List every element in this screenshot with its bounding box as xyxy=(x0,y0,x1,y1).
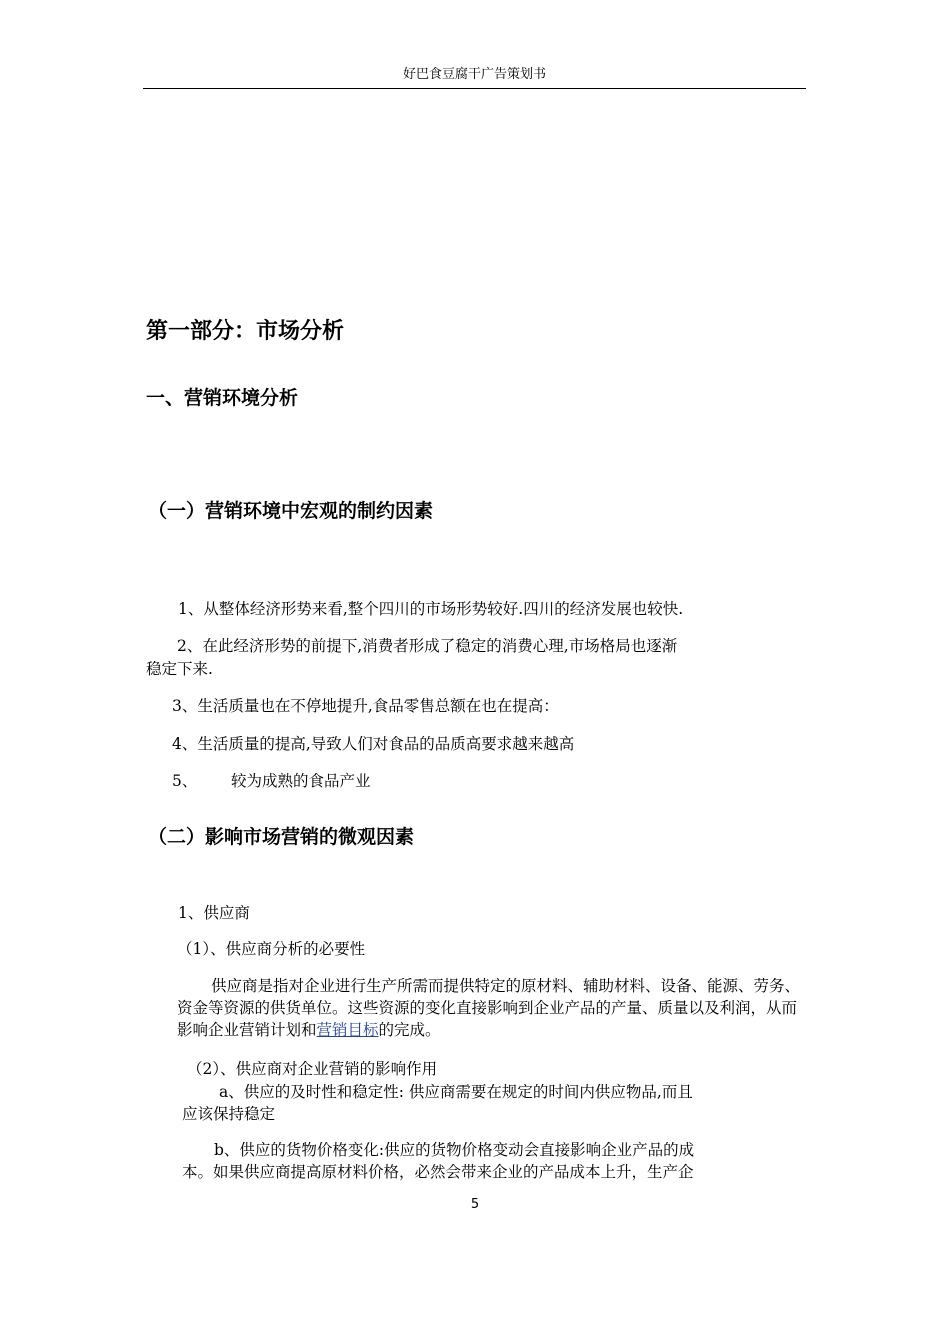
section-title: 一、营销环境分析 xyxy=(146,387,299,409)
impact-b-line2: 本。如果供应商提高原材料价格，必然会带来企业的产品成本上升，生产企 xyxy=(182,1163,694,1181)
header-divider xyxy=(143,88,806,89)
impact-b-line1: b、供应的货物价格变化:供应的货物价格变动会直接影响企业产品的成 xyxy=(214,1141,695,1159)
macro-heading: （一）营销环境中宏观的制约因素 xyxy=(148,500,434,522)
page-number: 5 xyxy=(470,1197,480,1212)
part-title: 第一部分：市场分析 xyxy=(146,319,345,344)
running-header-title: 好巴食豆腐干广告策划书 xyxy=(402,67,546,82)
necessity-text-end: 的完成。 xyxy=(378,1021,441,1039)
macro-item-1: 1、从整体经济形势来看,整个四川的市场形势较好.四川的经济发展也较快. xyxy=(178,600,684,618)
impact-title: （2）、供应商对企业营销的影响作用 xyxy=(187,1060,438,1078)
macro-item-5-text: 较为成熟的食品产业 xyxy=(231,772,371,790)
macro-item-2: 2、在此经济形势的前提下,消费者形成了稳定的消费心理,市场格局也逐渐 xyxy=(177,637,678,655)
macro-item-4: 4、生活质量的提高,导致人们对食品的品质高要求越来越高 xyxy=(172,735,575,753)
necessity-paragraph xyxy=(177,975,809,1041)
supplier-title: 1、供应商 xyxy=(178,904,250,922)
macro-item-2-continued: 稳定下来. xyxy=(146,660,213,678)
macro-item-5-number: 5、 xyxy=(172,772,198,790)
macro-item-3: 3、生活质量也在不停地提升,食品零售总额在也在提高： xyxy=(172,697,559,715)
micro-heading: （二）影响市场营销的微观因素 xyxy=(148,826,415,848)
marketing-goal-link[interactable]: 营销目标 xyxy=(316,1021,379,1039)
impact-a-line2: 应该保持稳定 xyxy=(182,1105,276,1123)
impact-a-line1: a、供应的及时性和稳定性: 供应商需要在规定的时间内供应物品,而且 xyxy=(219,1083,693,1101)
necessity-text: 供应商是指对企业进行生产所需而提供特定的原材料、辅助材料、设备、能源、劳务、资金等资源的供货单位。这些资源的变化直接影响到企业产品的产量、质量以及利润，从而影响企业营销计划和 xyxy=(177,977,801,1039)
necessity-title: （1）、供应商分析的必要性 xyxy=(177,940,366,958)
